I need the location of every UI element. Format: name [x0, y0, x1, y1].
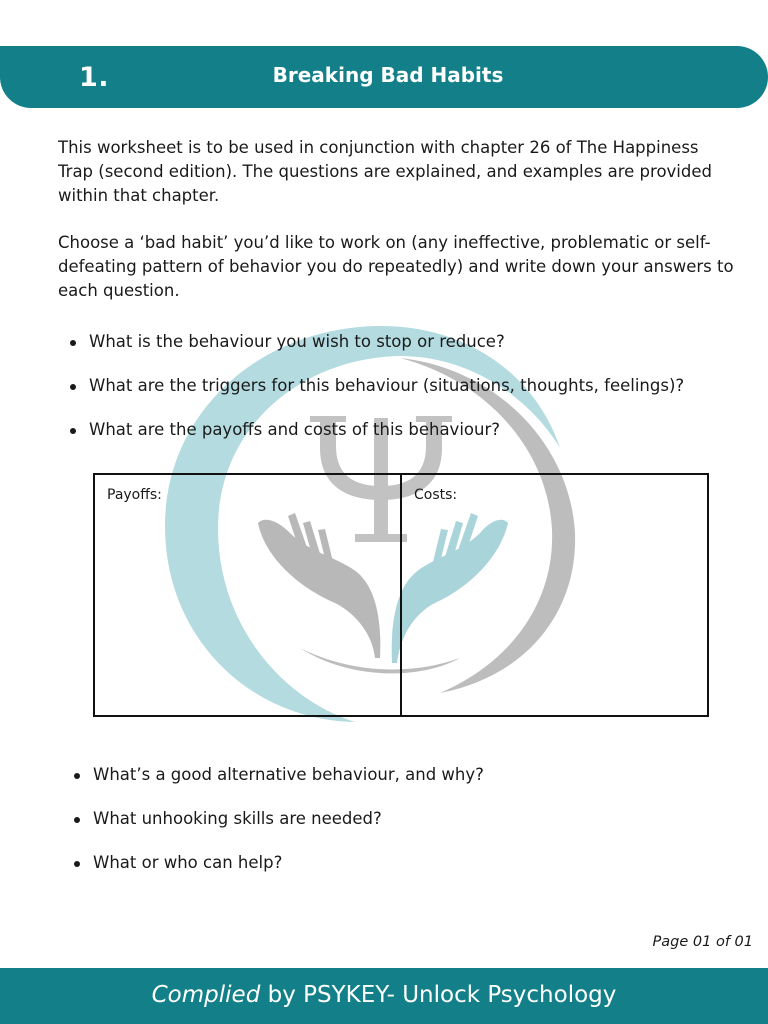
costs-cell[interactable] — [400, 475, 707, 715]
intro-text — [58, 136, 738, 303]
question-text: What or who can help? — [93, 853, 283, 872]
list-item — [59, 418, 684, 442]
bullet-icon — [70, 428, 76, 434]
page-number: Page 01 of 01 — [652, 934, 753, 950]
bullet-icon — [74, 817, 80, 823]
question-text: What unhooking skills are needed? — [93, 809, 382, 828]
list-item — [63, 807, 484, 831]
list-item — [59, 330, 684, 354]
payoffs-cell[interactable] — [95, 475, 400, 715]
costs-label: Costs: — [414, 487, 458, 503]
section-number: 1. — [79, 62, 110, 93]
footer-italic-text: Complied — [151, 982, 261, 1008]
question-text: What are the triggers for this behaviour (situations, thoughts, feelings)? — [89, 376, 685, 395]
list-item — [63, 763, 484, 787]
question-list-bottom — [63, 763, 484, 895]
bullet-icon — [70, 340, 76, 346]
question-list-top — [59, 330, 684, 462]
footer-bar — [0, 968, 768, 1024]
bullet-icon — [70, 384, 76, 390]
header-bar — [0, 46, 768, 108]
page-title: Breaking Bad Habits — [272, 63, 504, 87]
payoffs-label: Payoffs: — [107, 487, 162, 503]
question-text: What is the behaviour you wish to stop or reduce? — [89, 332, 505, 351]
intro-paragraph-1: This worksheet is to be used in conjunction with chapter 26 of The Happiness Trap (second edition). The questions are explained, and examples are provided within that chapter. — [58, 138, 712, 205]
intro-paragraph-2: Choose a ‘bad habit’ you’d like to work on (any ineffective, problematic or self-defeating pattern of behavior you do repeatedly) and write down your answers to each question. — [58, 233, 734, 300]
list-item — [63, 851, 484, 875]
bullet-icon — [74, 773, 80, 779]
bullet-icon — [74, 861, 80, 867]
footer-text: by PSYKEY- Unlock Psychology — [260, 982, 617, 1008]
list-item — [59, 374, 684, 398]
payoffs-costs-table — [93, 473, 709, 717]
question-text: What’s a good alternative behaviour, and why? — [93, 765, 484, 784]
question-text: What are the payoffs and costs of this behaviour? — [89, 420, 501, 439]
